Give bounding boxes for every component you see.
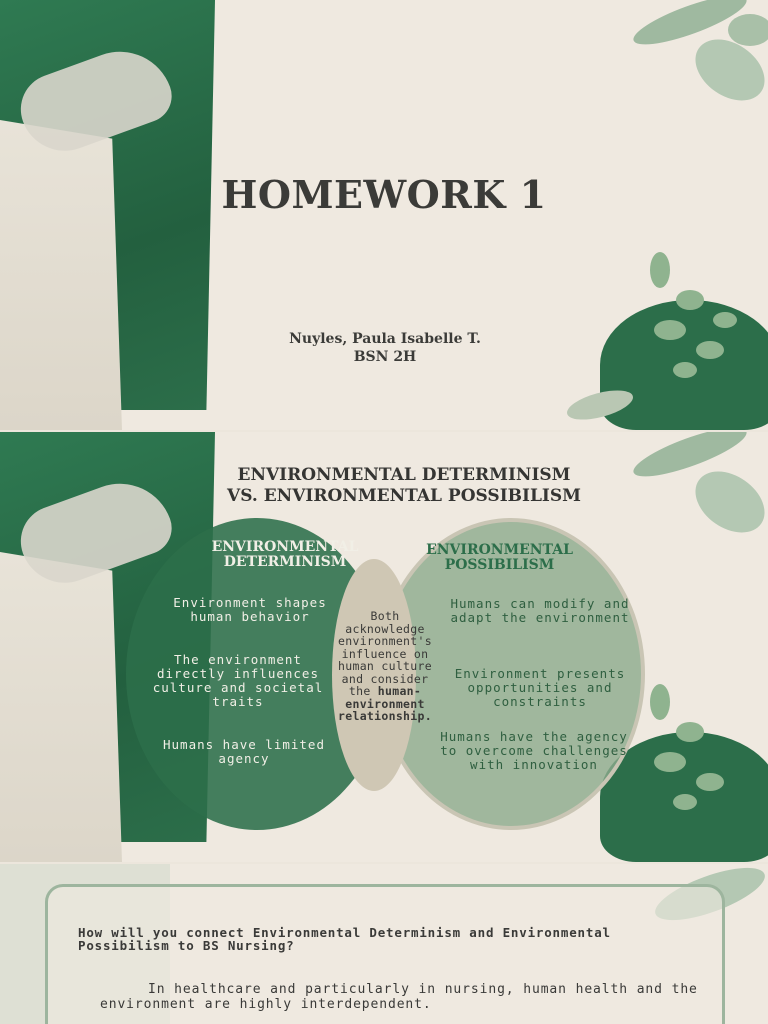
venn-title-line1: ENVIRONMENTAL DETERMINISM bbox=[237, 465, 571, 485]
leaf-decoration bbox=[560, 380, 640, 430]
leaf-decoration bbox=[620, 0, 768, 120]
possibilism-heading bbox=[412, 543, 587, 573]
answer-text: In healthcare and particularly in nursing, human health and the environment are highly interdependent. bbox=[100, 982, 698, 1012]
plant-illustration bbox=[630, 672, 760, 862]
determinism-point: The environment directly influences culture and societal traits bbox=[152, 652, 324, 709]
venn-title bbox=[0, 465, 768, 507]
torn-paper-decoration bbox=[0, 552, 122, 862]
torn-paper-decoration bbox=[0, 120, 122, 430]
plant-illustration bbox=[630, 240, 760, 430]
title-slide bbox=[0, 0, 768, 430]
overlap-emphasis: human-environment relationship. bbox=[338, 684, 432, 723]
possibilism-point: Humans can modify and adapt the environment bbox=[450, 596, 630, 625]
determinism-heading-line2: DETERMINISM bbox=[223, 554, 347, 570]
possibilism-point: Humans have the agency to overcome challenges with innovation bbox=[440, 729, 628, 772]
author-block bbox=[270, 330, 500, 366]
overlap-text bbox=[330, 610, 440, 723]
determinism-heading bbox=[190, 540, 380, 570]
determinism-heading-line1: ENVIRONMENTAL bbox=[211, 539, 359, 555]
determinism-point: Humans have limited agency bbox=[163, 737, 325, 766]
overlap-statement: Both acknowledge environment's influence on human culture and consider the bbox=[338, 609, 432, 698]
venn-slide bbox=[0, 432, 768, 862]
author-section: BSN 2H bbox=[353, 349, 417, 365]
author-name: Nuyles, Paula Isabelle T. bbox=[289, 331, 481, 347]
possibilism-heading-line1: ENVIRONMENTAL bbox=[426, 542, 573, 558]
determinism-point: Environment shapes human behavior bbox=[173, 595, 327, 624]
question-slide bbox=[0, 864, 768, 1024]
venn-title-line2: VS. ENVIRONMENTAL POSSIBILISM bbox=[227, 486, 581, 506]
possibilism-point: Environment presents opportunities and constraints bbox=[454, 666, 626, 709]
slide-title: HOMEWORK 1 bbox=[221, 172, 547, 217]
question-text: How will you connect Environmental Determinism and Environmental Possibilism to BS Nursing? bbox=[78, 925, 611, 953]
possibilism-heading-line2: POSSIBILISM bbox=[444, 557, 555, 573]
